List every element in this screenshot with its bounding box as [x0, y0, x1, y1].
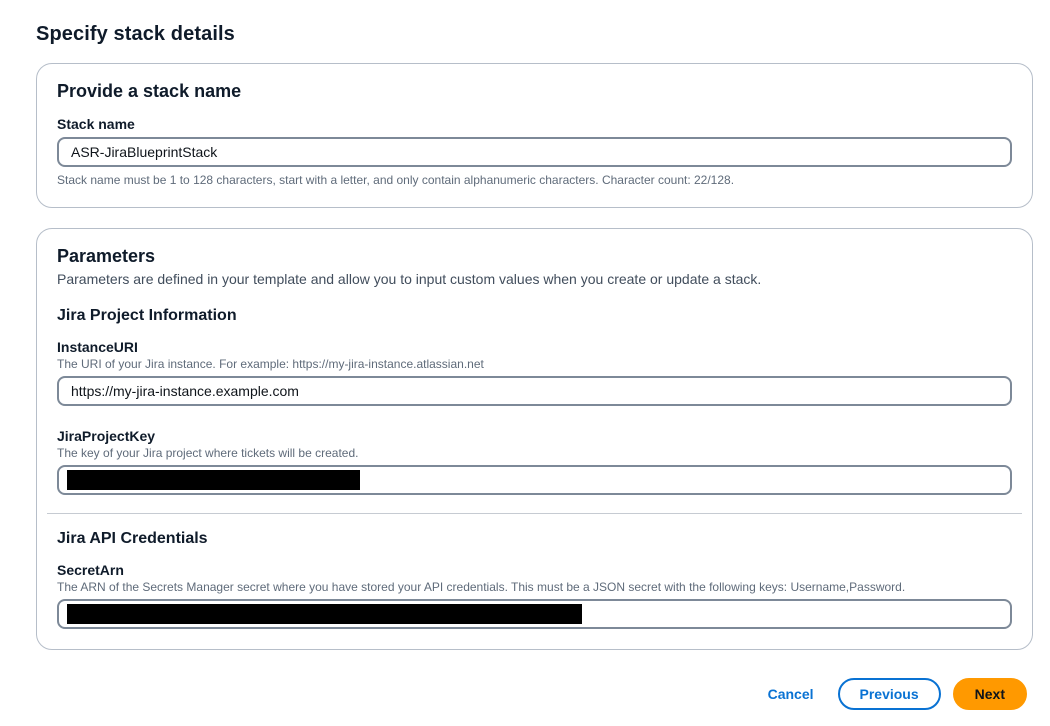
instance-uri-field: [57, 339, 1012, 406]
wizard-footer: [36, 678, 1033, 710]
stack-name-label: Stack name: [57, 116, 135, 132]
secret-arn-description: The ARN of the Secrets Manager secret where you have stored your API credentials. This must be a JSON secret with the following keys: Username,Password.: [57, 580, 906, 594]
group-heading-jira-api-credentials: Jira API Credentials: [57, 530, 208, 547]
jira-project-key-field: [57, 428, 1012, 495]
secret-arn-redacted-value: [67, 604, 582, 624]
next-button[interactable]: Next: [953, 678, 1027, 710]
secret-arn-label: SecretArn: [57, 562, 124, 578]
section-divider: [47, 513, 1022, 514]
parameters-heading: Parameters: [57, 246, 156, 266]
page-title: Specify stack details: [36, 23, 235, 45]
stack-name-constraint: Stack name must be 1 to 128 characters, start with a letter, and only contain alphanumeric characters. Character count: 22/128.: [57, 173, 735, 187]
instance-uri-description: The URI of your Jira instance. For example: https://my-jira-instance.atlassian.net: [57, 357, 484, 371]
stack-name-card-heading: Provide a stack name: [57, 81, 242, 101]
parameters-description: Parameters are defined in your template and allow you to input custom values when you create or update a stack.: [57, 271, 762, 287]
stack-name-field: [57, 116, 1012, 187]
jira-project-key-label: JiraProjectKey: [57, 428, 156, 444]
instance-uri-label: InstanceURI: [57, 339, 138, 355]
cancel-button[interactable]: Cancel: [768, 682, 814, 706]
group-heading-jira-project-information: Jira Project Information: [57, 307, 237, 324]
jira-project-key-description: The key of your Jira project where tickets will be created.: [57, 446, 359, 460]
stack-name-card: [36, 63, 1033, 208]
jira-project-key-redacted-value: [67, 470, 360, 490]
instance-uri-input[interactable]: [57, 376, 1012, 406]
secret-arn-field: [57, 562, 1012, 629]
previous-button[interactable]: Previous: [838, 678, 941, 710]
parameters-card: [36, 228, 1033, 650]
stack-name-input[interactable]: [57, 137, 1012, 167]
page-content: [36, 0, 1033, 710]
